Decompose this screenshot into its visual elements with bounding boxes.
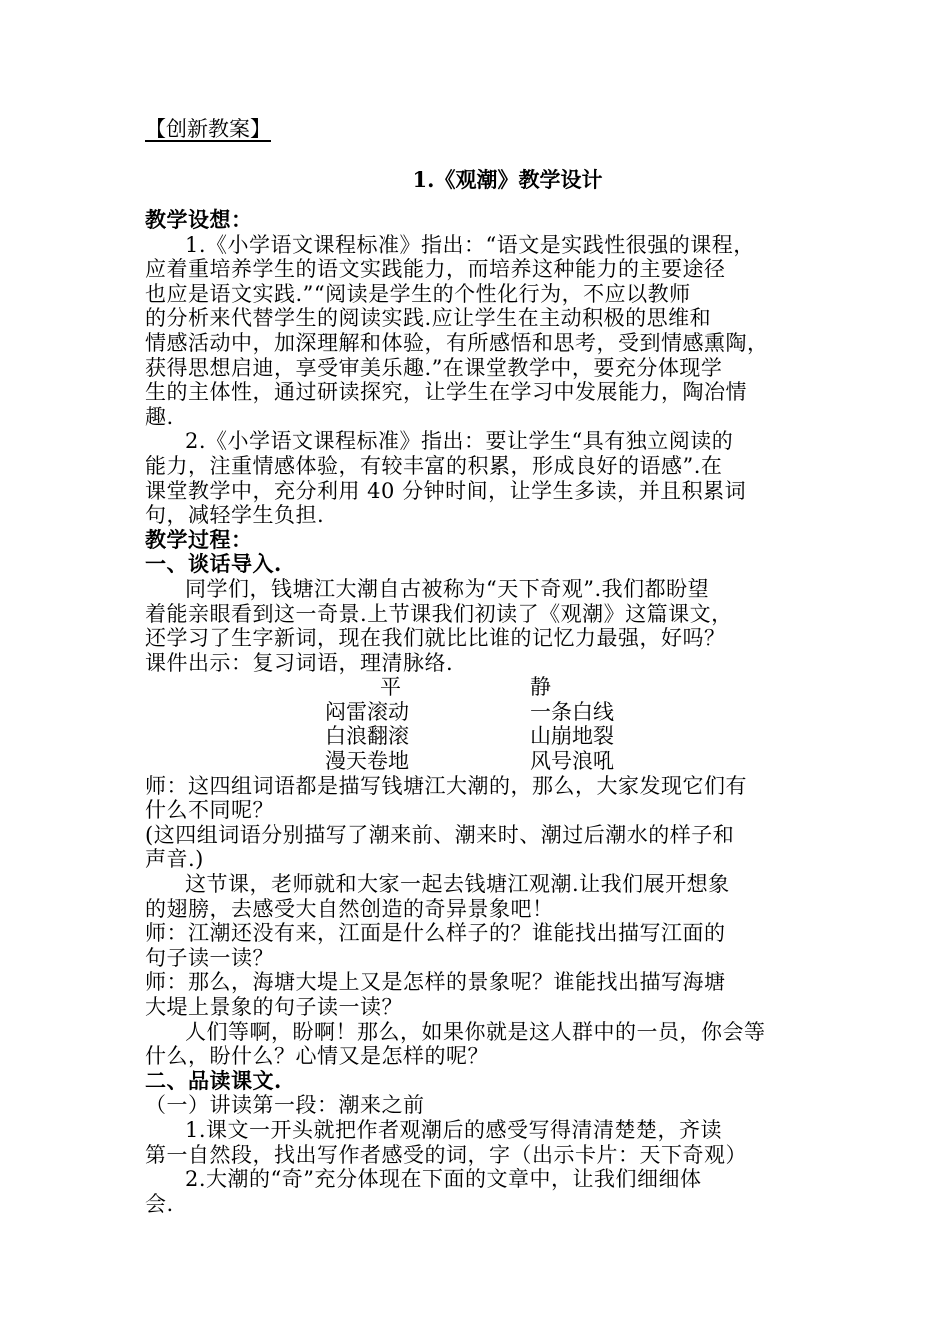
text-line: 句子读一读？	[145, 945, 274, 970]
text-line: 什么不同呢？	[145, 798, 274, 823]
word-col1-head: 平	[380, 675, 401, 700]
text-line: 声音.)	[145, 847, 204, 872]
word-right: 风号浪吼	[530, 749, 614, 774]
word-right: 山崩地裂	[530, 724, 614, 749]
text-line: 课堂教学中，充分利用 40 分钟时间，让学生多读，并且积累词	[145, 478, 747, 503]
section-heading: 教学过程：	[145, 526, 253, 552]
text-line: 什么，盼什么？心情又是怎样的呢？	[145, 1044, 489, 1069]
section-heading: 二、品读课文.	[145, 1067, 282, 1093]
word-right: 一条白线	[530, 699, 614, 724]
text-line: 也应是语文实践.”“阅读是学生的个性化行为，不应以教师	[145, 281, 691, 306]
text-line: 师：那么，海塘大堤上又是怎样的景象呢？谁能找出描写海塘	[145, 970, 726, 995]
word-left: 白浪翻滚	[325, 724, 409, 749]
word-col2-head: 静	[530, 675, 551, 700]
text-line: 趣.	[145, 404, 174, 429]
text-line: 1.《小学语文课程标准》指出：“语文是实践性很强的课程，	[185, 232, 755, 257]
text-block-b	[145, 774, 810, 1217]
word-left: 漫天卷地	[325, 749, 409, 774]
text-line: 的翅膀，去感受大自然创造的奇异景象吧！	[145, 896, 554, 921]
text-line: 师：江潮还没有来，江面是什么样子的？谁能找出描写江面的	[145, 921, 726, 946]
text-line: 获得思想启迪，享受审美乐趣.”在课堂教学中，要充分体现学	[145, 355, 723, 380]
text-line: 课件出示：复习词语，理清脉络.	[145, 650, 454, 675]
section-heading: 一、谈话导入.	[145, 551, 282, 577]
document-page	[145, 116, 810, 1216]
text-block-a	[145, 208, 810, 675]
text-line: 着能亲眼看到这一奇景.上节课我们初读了《观潮》这篇课文，	[145, 601, 733, 626]
word-table	[145, 675, 810, 773]
word-left: 闷雷滚动	[325, 699, 409, 724]
text-line: （一）讲读第一段：潮来之前	[145, 1093, 425, 1118]
doc-title: 1.《观潮》教学设计	[412, 167, 603, 192]
text-line: 句，减轻学生负担.	[145, 503, 325, 528]
word-row	[145, 700, 810, 725]
text-line: 大堤上景象的句子读一读？	[145, 995, 403, 1019]
text-line: (这四组词语分别描写了潮来前、潮来时、潮过后潮水的样子和	[145, 822, 735, 847]
word-row	[145, 724, 810, 749]
text-line: 应着重培养学生的语文实践能力，而培养这种能力的主要途径	[145, 257, 726, 282]
text-line: 的分析来代替学生的阅读实践.应让学生在主动积极的思维和	[145, 306, 712, 331]
text-line: 会.	[145, 1191, 174, 1216]
doc-header: 【创新教案】	[145, 117, 271, 141]
text-line: 情感活动中，加深理解和体验，有所感悟和思考，受到情感熏陶，	[145, 330, 769, 355]
section-heading: 教学设想：	[145, 207, 253, 232]
text-line: 生的主体性，通过研读探究，让学生在学习中发展能力，陶冶情	[145, 380, 747, 405]
text-line: 2.《小学语文课程标准》指出：要让学生“具有独立阅读的	[185, 429, 734, 454]
word-table-head	[145, 675, 810, 700]
text-line: 这节课，老师就和大家一起去钱塘江观潮.让我们展开想象	[185, 872, 730, 897]
text-line: 师：这四组词语都是描写钱塘江大潮的，那么，大家发现它们有	[145, 773, 747, 798]
text-line: 还学习了生字新词，现在我们就比比谁的记忆力最强，好吗？	[145, 626, 726, 651]
text-line: 第一自然段，找出写作者感受的词，字（出示卡片：天下奇观）	[145, 1142, 747, 1167]
text-line: 2.大潮的“奇”充分体现在下面的文章中，让我们细细体	[185, 1167, 702, 1192]
text-line: 人们等啊，盼啊！那么，如果你就是这人群中的一员，你会等	[185, 1019, 766, 1044]
text-line: 能力，注重情感体验，有较丰富的积累，形成良好的语感”.在	[145, 453, 723, 478]
text-line: 1.课文一开头就把作者观潮后的感受写得清清楚楚，齐读	[185, 1117, 723, 1142]
word-row	[145, 749, 810, 774]
text-line: 同学们，钱塘江大潮自古被称为“天下奇观”.我们都盼望	[185, 576, 710, 601]
